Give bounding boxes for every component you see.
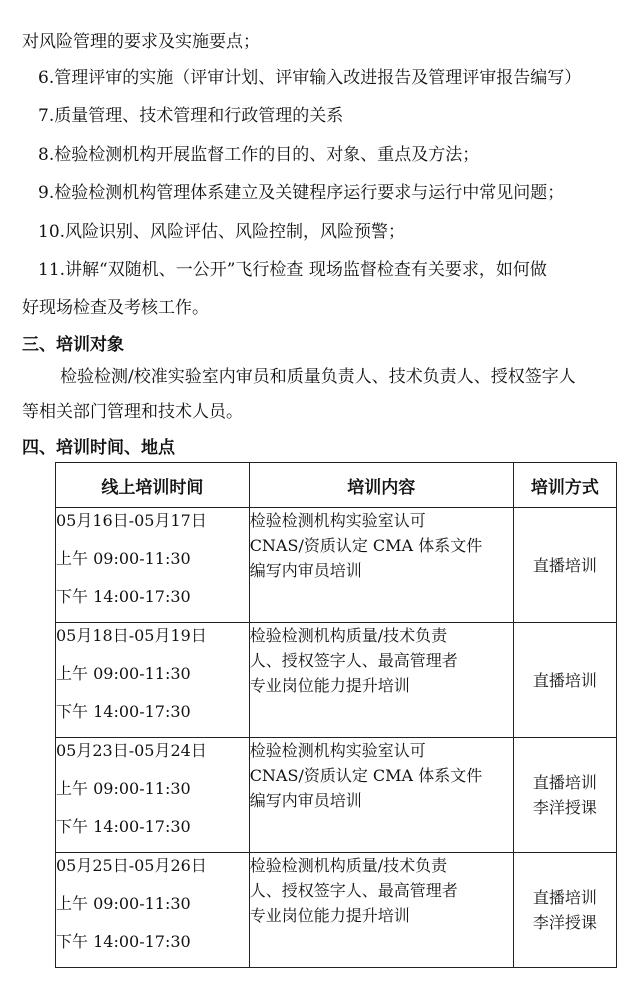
table-row — [56, 738, 617, 853]
content-cell — [249, 738, 513, 853]
afternoon-time: 下午 14:00-17:30 — [56, 702, 191, 721]
date-range: 05月25日-05月26日 — [56, 856, 207, 875]
content-line: 检验检测机构实验室认可 — [249, 741, 426, 760]
section-heading: 四、培训时间、地点 — [22, 438, 175, 458]
list-item: 8.检验检测机构开展监督工作的目的、对象、重点及方法； — [38, 145, 480, 165]
mode-line: 李洋授课 — [532, 798, 597, 817]
mode-line: 直播培训 — [532, 773, 597, 792]
mode-cell — [513, 853, 616, 968]
content-line: 检验检测机构实验室认可 — [249, 511, 426, 530]
afternoon-time: 下午 14:00-17:30 — [56, 587, 191, 606]
content-line: 编写内审员培训 — [249, 561, 362, 580]
content-line: 人、授权签字人、最高管理者 — [249, 651, 458, 670]
mode-line: 直播培训 — [532, 888, 597, 907]
table-header-row — [56, 463, 617, 508]
list-item: 7.质量管理、技术管理和行政管理的关系 — [38, 106, 344, 126]
content-line: 检验检测机构质量/技术负责 — [249, 856, 448, 875]
date-range: 05月16日-05月17日 — [56, 511, 207, 530]
content-cell — [249, 623, 513, 738]
time-cell — [56, 508, 250, 623]
list-item: 9.检验检测机构管理体系建立及关键程序运行要求与运行中常见问题； — [38, 183, 565, 203]
paragraph-line: 等相关部门管理和技术人员。 — [22, 402, 243, 422]
afternoon-time: 下午 14:00-17:30 — [56, 932, 191, 951]
intro-line: 对风险管理的要求及实施要点； — [22, 32, 260, 52]
mode-cell — [513, 738, 616, 853]
mode-line: 直播培训 — [532, 670, 597, 690]
morning-time: 上午 09:00-11:30 — [56, 779, 191, 798]
paragraph-line: 检验检测/校准实验室内审员和质量负责人、技术负责人、授权签字人 — [60, 367, 576, 387]
list-item: 10.风险识别、风险评估、风险控制，风险预警； — [38, 222, 406, 242]
table-row — [56, 508, 617, 623]
mode-line: 直播培训 — [532, 555, 597, 575]
content-line: 检验检测机构质量/技术负责 — [249, 626, 448, 645]
section-heading: 三、培训对象 — [22, 335, 124, 355]
column-header: 线上培训时间 — [56, 463, 250, 508]
column-header: 培训内容 — [249, 463, 513, 508]
content-line: 编写内审员培训 — [249, 791, 362, 810]
mode-cell — [513, 623, 616, 738]
schedule-table — [55, 462, 617, 968]
morning-time: 上午 09:00-11:30 — [56, 664, 191, 683]
time-cell — [56, 623, 250, 738]
list-item: 6.管理评审的实施（评审计划、评审输入改进报告及管理评审报告编写） — [38, 68, 582, 88]
content-cell — [249, 508, 513, 623]
table-row — [56, 623, 617, 738]
afternoon-time: 下午 14:00-17:30 — [56, 817, 191, 836]
time-cell — [56, 853, 250, 968]
content-line: CNAS/资质认定 CMA 体系文件 — [249, 766, 483, 785]
date-range: 05月23日-05月24日 — [56, 741, 207, 760]
table-row — [56, 853, 617, 968]
content-line: CNAS/资质认定 CMA 体系文件 — [249, 536, 483, 555]
mode-cell — [513, 508, 616, 623]
list-item: 11.讲解“双随机、一公开”飞行检查 现场监督检查有关要求，如何做 — [38, 260, 547, 280]
list-item-continuation: 好现场检查及考核工作。 — [22, 298, 209, 318]
morning-time: 上午 09:00-11:30 — [56, 549, 191, 568]
time-cell — [56, 738, 250, 853]
content-line: 专业岗位能力提升培训 — [249, 906, 410, 925]
date-range: 05月18日-05月19日 — [56, 626, 207, 645]
mode-line: 李洋授课 — [532, 913, 597, 932]
content-cell — [249, 853, 513, 968]
morning-time: 上午 09:00-11:30 — [56, 894, 191, 913]
content-line: 专业岗位能力提升培训 — [249, 676, 410, 695]
column-header: 培训方式 — [513, 463, 616, 508]
content-line: 人、授权签字人、最高管理者 — [249, 881, 458, 900]
